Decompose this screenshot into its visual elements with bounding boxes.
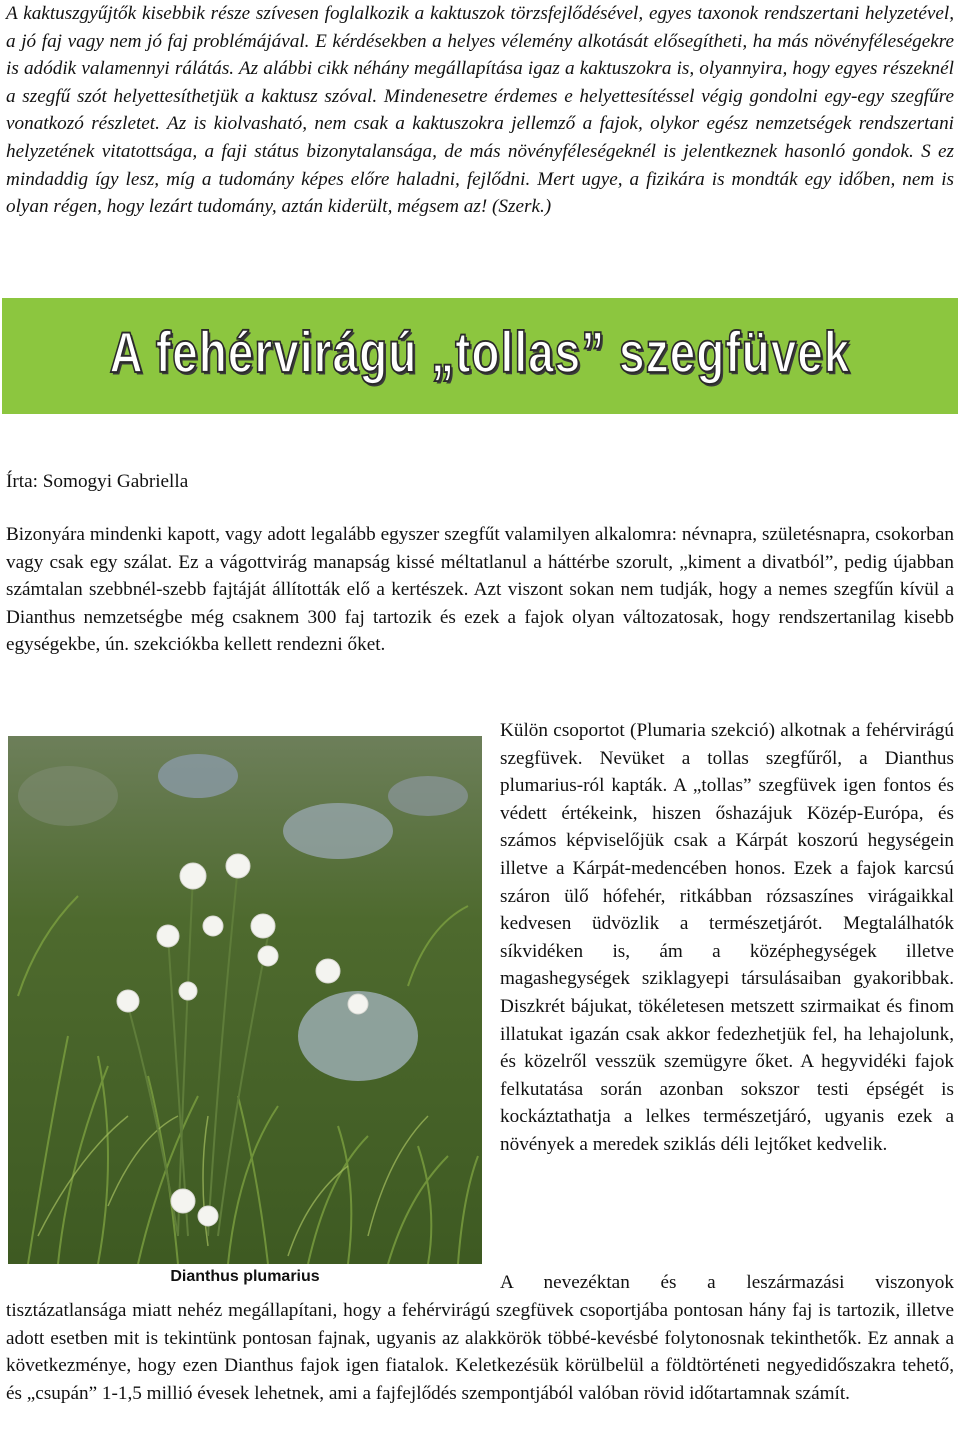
body-paragraph-2: Külön csoportot (Plumaria szekció) alkotnak a fehérvirágú szegfüvek. Nevüket a tollas szegfűről, a Dianthus plumarius-ról kapták. A „tollas” szegfüvek igen fontos és védett értékeink, hiszen őshazájuk Közép-Európa, és számos képviselőjük csak a Kárpát koszorú hegységein illetve a Kárpát-medencében honos. Ezek a fajok karcsú száron ülő hófehér, ritkábban rózsaszínes virágaikkal kedvesen üdvözlik a természetjárót. Megtalálhatók síkvidéken is, ám a középhegységek illetve magashegységek sziklagyepi társulásaiban gyakoribbak. Diszkrét bájukat, tökéletesen metszett szirmaikat és finom illatukat igazán csak akkor fedezhetjük fel, ha lehajolunk, és közelről vesszük szemügyre őket. A hegyvidéki fajok felkutatása során azonban sokszor testi épségét is kockáztathatja a lelkes természetjáró, ugyanis ezek a növények a meredek sziklás déli lejtőket kedvelik. [500, 720, 954, 1155]
photo-caption: Dianthus plumarius [170, 1268, 320, 1285]
title-banner [2, 298, 958, 414]
dianthus-plumarius-photo [8, 736, 482, 1264]
article-title: A fehérvirágú „tollas” szegfüvek [109, 319, 851, 385]
photo-illustration [8, 736, 482, 1264]
intro-paragraph: A kaktuszgyűjtők kisebbik része szívesen foglalkozik a kaktuszok törzsfejlődésével, egyes taxonok rendszertani helyzetével, a jó faj vagy nem jó faj problémájával. E kérdésekben a helyes vélemény alkotását elősegítheti, ha más növényféleségekre is adódik valamennyi rálátás. Az alábbi cikk néhány megállapítása igaz a kaktuszokra is, olyannyira, hogy egyes részeknél a szegfű szót helyettesíthetjük a kaktusz szóval. Mindenesetre érdemes e helyettesítéssel végig gondolni egy-egy szegfűre vonatkozó részletet. Az is kiolvasható, nem csak a kaktuszokra jellemző a fajok, olykor egész nemzetségek rendszertani helyzetének vitatottsága, a faji státus bizonytalansága, de más növényféleségeknél is jelentkeznek hasonló gondok. S ez mindaddig így lesz, míg a tudomány képes előre haladni, fejlődni. Mert ugye, a fizikára is mondták egy időben, nem is olyan régen, hogy lezárt tudomány, aztán kiderült, mégsem az! (Szerk.) [6, 3, 954, 218]
body-paragraph-3-start: A nevezéktan és a leszármazási viszonyok [500, 1272, 954, 1293]
body-paragraph-1: Bizonyára mindenki kapott, vagy adott legalább egyszer szegfűt valamilyen alkalomra: névnapra, születésnapra, csokorban vagy csak egy szálat. Ez a vágottvirág manapság kissé méltatlanul a háttérbe szorult, „kiment a divatból”, pedig újabban számtalan szebbnél-szebb fajtáját állították elő a kertészek. Azt viszont sokan nem tudják, hogy a nemes szegfűn kívül a Dianthus nemzetségbe még csaknem 300 faj tartozik és ezek a fajok olyan változatosak, hogy rendszertanilag kisebb egységekbe, ún. szekciókba kellett rendezni őket. [6, 524, 954, 656]
author-line: Írta: Somogyi Gabriella [6, 471, 189, 492]
body-paragraph-3: tisztázatlansága miatt nehéz megállapítani, hogy a fehérvirágú szegfüvek csoportjába pontosan hány faj is tartozik, illetve adott esetben mit is tekintünk pontosan fajnak, ugyanis az alakkörök többé-kevésbé folytonosnak tekinthetők. Ez annak a következménye, hogy ezen Dianthus fajok igen fiatalok. Keletkezésük körülbelül a földtörténeti negyedidőszakra tehető, és „csupán” 1-1,5 millió évesek lehetnek, ami a fajfejlődés szempontjából valóban rövid időtartamnak számít. [6, 1300, 954, 1404]
